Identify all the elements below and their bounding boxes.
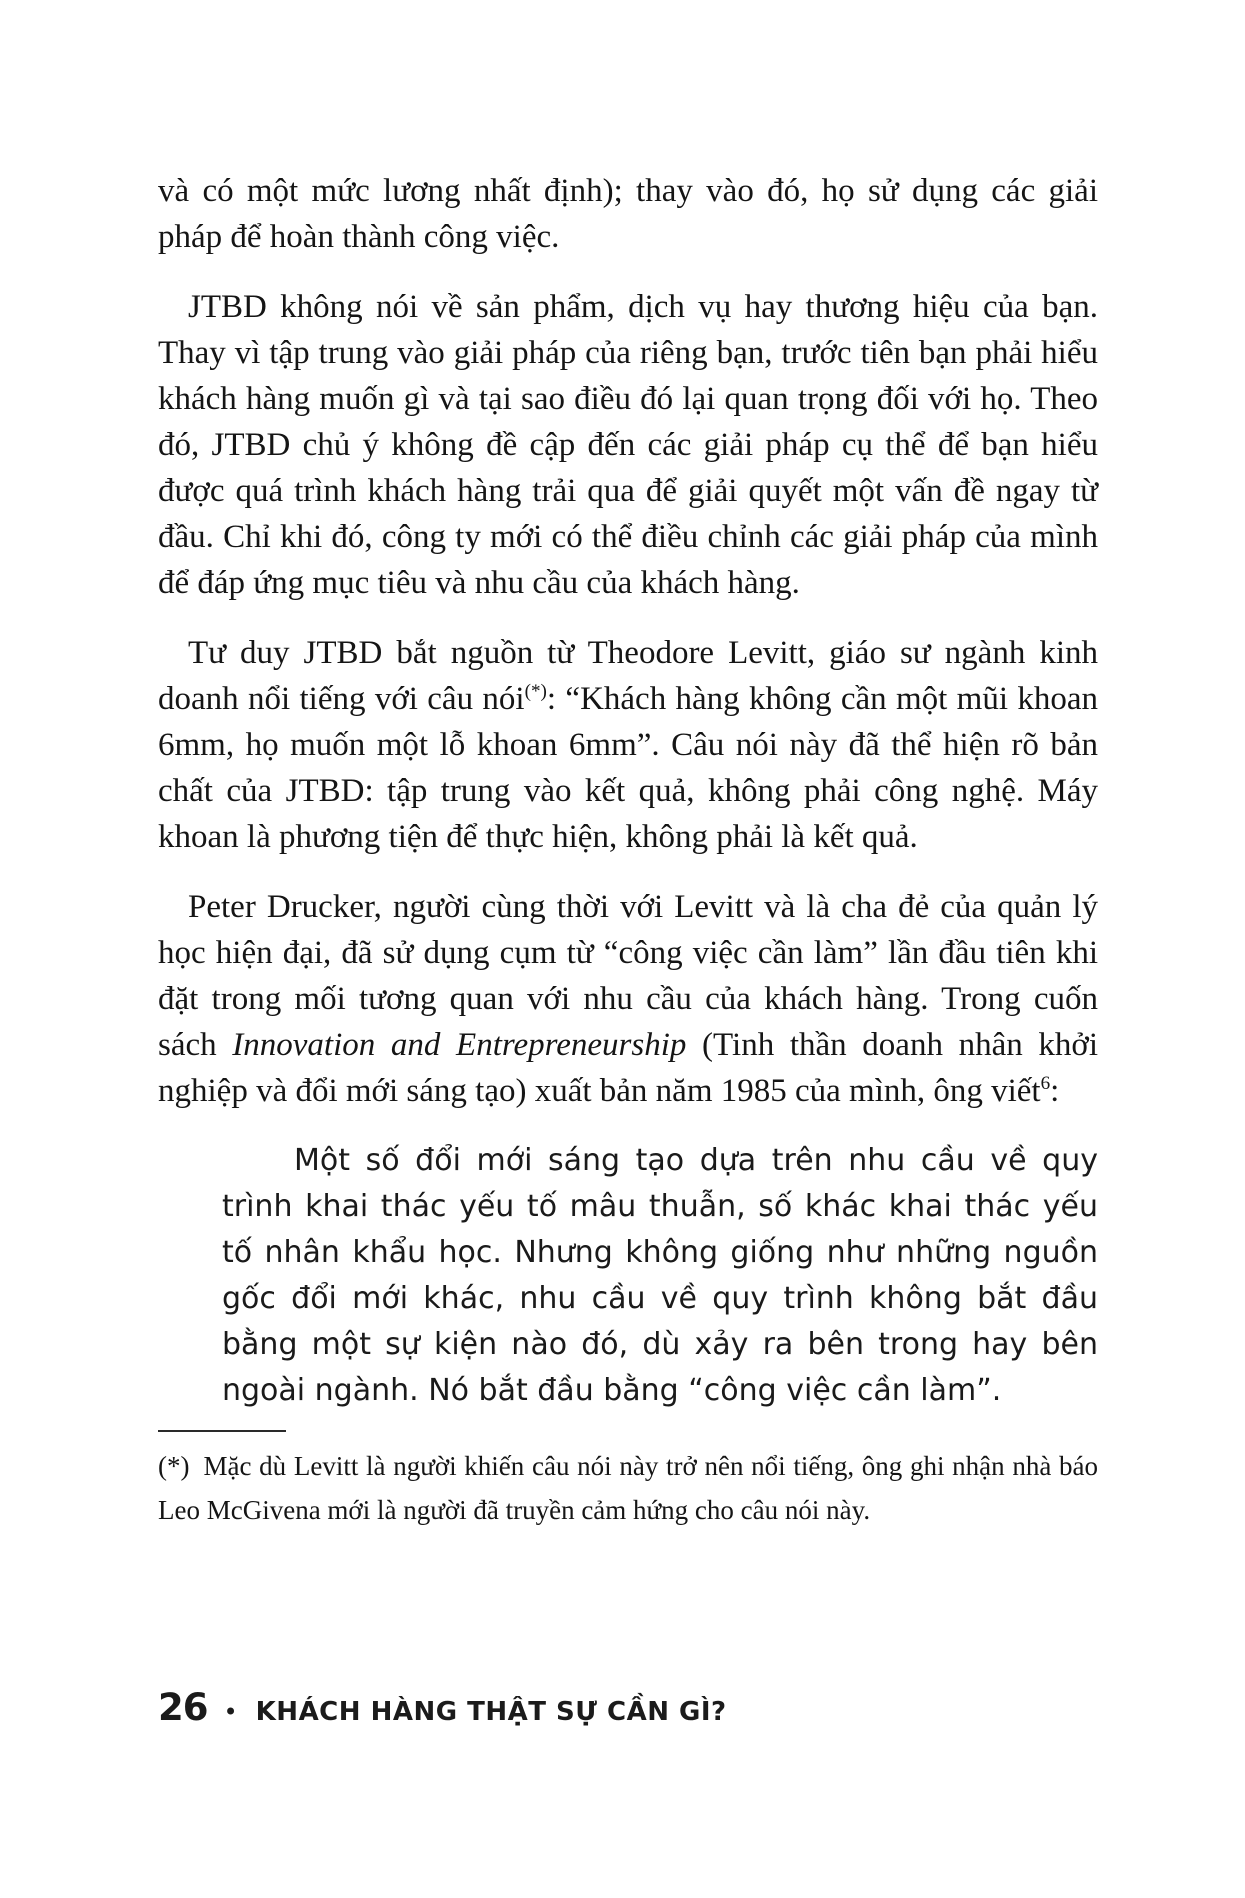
running-title: KHÁCH HÀNG THẬT SỰ CẦN GÌ?	[255, 1697, 727, 1727]
page-number: 26	[158, 1686, 208, 1729]
footnote-text: Mặc dù Levitt là người khiến câu nói này trở nên nổi tiếng, ông ghi nhận nhà báo Leo McGivena mới là người đã truyền cảm hứng cho câu nói này.	[158, 1451, 1098, 1525]
book-title-italic: Innovation and Entrepreneurship	[232, 1027, 687, 1063]
paragraph-text: Peter Drucker, người cùng thời với Levitt và là cha đẻ của quản lý học hiện đại, đã sử dụng cụm từ “công việc cần làm” lần đầu tiên khi đặt trong mối tương quan với nhu cầu của khách hàng. Trong cuốn sách	[158, 889, 1098, 1063]
footnote-separator-rule	[158, 1430, 286, 1432]
paragraph-text: Tư duy JTBD bắt nguồn từ Theodore Levitt, giáo sư ngành kinh doanh nổi tiếng với câu nói	[158, 635, 1098, 717]
paragraph-levitt	[158, 630, 1098, 860]
paragraph-jtbd-overview: JTBD không nói về sản phẩm, dịch vụ hay thương hiệu của bạn. Thay vì tập trung vào giải pháp của riêng bạn, trước tiên bạn phải hiểu khách hàng muốn gì và tại sao điều đó lại quan trọng đối với họ. Theo đó, JTBD chủ ý không đề cập đến các giải pháp cụ thể để bạn hiểu được quá trình khách hàng trải qua để giải quyết một vấn đề ngay từ đầu. Chỉ khi đó, công ty mới có thể điều chỉnh các giải pháp của mình để đáp ứng mục tiêu và nhu cầu của khách hàng.	[158, 289, 1098, 601]
page-footer	[158, 1686, 727, 1729]
paragraph-drucker	[158, 884, 1098, 1114]
paragraph-text: : “Khách hàng không cần một mũi khoan 6mm, họ muốn một lỗ khoan 6mm”. Câu nói này đã thể hiện rõ bản chất của JTBD: tập trung vào kết quả, không phải công nghệ. Máy khoan là phương tiện để thực hiện, không phải là kết quả.	[158, 681, 1098, 855]
block-quote-drucker: Một số đổi mới sáng tạo dựa trên nhu cầu về quy trình khai thác yếu tố mâu thuẫn, số khác khai thác yếu tố nhân khẩu học. Nhưng không giống như những nguồn gốc đổi mới khác, nhu cầu về quy trình không bắt đầu bằng một sự kiện nào đó, dù xảy ra bên trong hay bên ngoài ngành. Nó bắt đầu bằng “công việc cần làm”.	[222, 1143, 1098, 1408]
footnote-marker: (*)	[158, 1451, 190, 1481]
footnote	[158, 1444, 1098, 1532]
paragraph-text: :	[1050, 1073, 1060, 1109]
paragraph-text: (Tinh thần doanh nhân khởi nghiệp và đổi mới sáng tạo) xuất bản năm 1985 của mình, ông viết	[158, 1027, 1098, 1109]
paragraph-continuation: và có một mức lương nhất định); thay vào đó, họ sử dụng các giải pháp để hoàn thành công việc.	[158, 173, 1098, 255]
footnote-ref-asterisk-sup: (*)	[524, 681, 547, 702]
bullet-separator: •	[223, 1698, 238, 1726]
page-content	[158, 168, 1098, 1532]
endnote-ref-6-sup: 6	[1040, 1073, 1051, 1094]
